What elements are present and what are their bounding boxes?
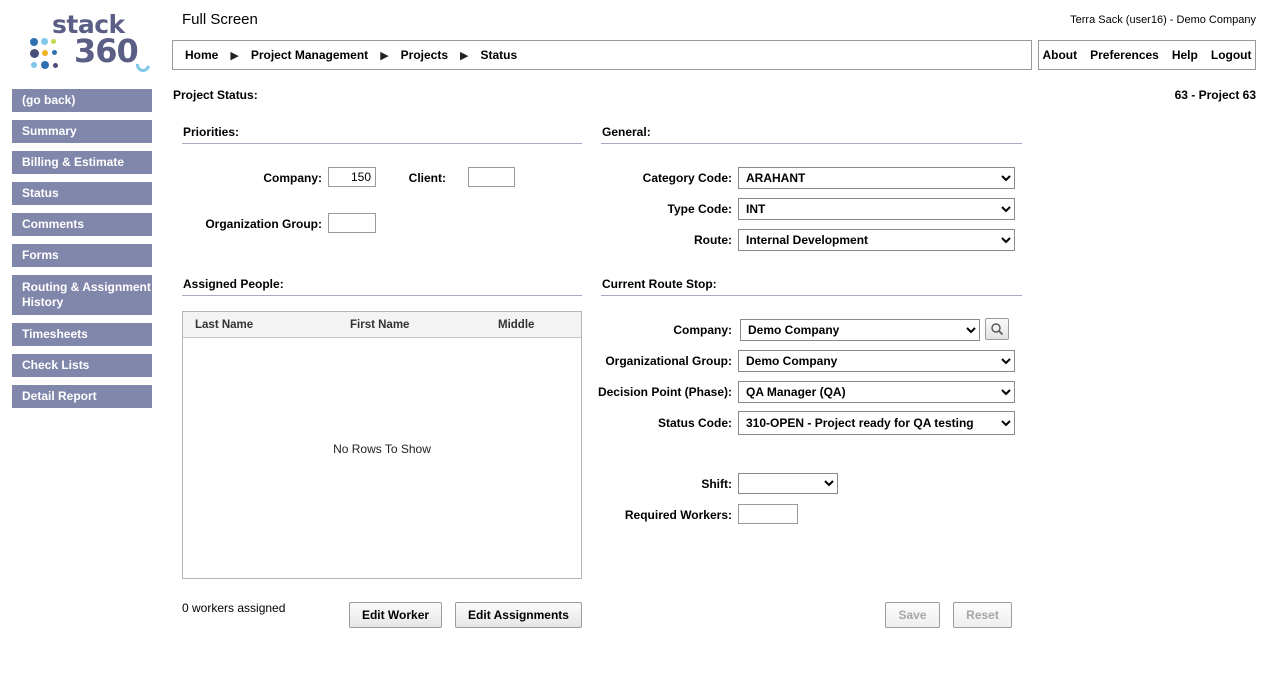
logo-text-stack: stack <box>52 10 125 39</box>
page-title: Project Status: <box>173 88 258 102</box>
column-header-middle[interactable]: Middle <box>498 318 535 331</box>
breadcrumb-item-projects[interactable]: Projects <box>400 48 449 62</box>
client-priority-input[interactable] <box>468 167 515 187</box>
sidebar-item-label: Detail Report <box>22 389 97 403</box>
save-button[interactable]: Save <box>885 602 940 628</box>
route-stop-org-group-select[interactable] <box>738 350 1015 372</box>
reset-button[interactable]: Reset <box>953 602 1012 628</box>
grid-empty-message: No Rows To Show <box>333 442 431 456</box>
status-code-select[interactable] <box>738 411 1015 435</box>
edit-assignments-button[interactable]: Edit Assignments <box>455 602 582 628</box>
sidebar-item-comments[interactable] <box>12 213 152 236</box>
type-code-label: Type Code: <box>667 202 732 216</box>
sidebar-item-label: Forms <box>22 248 59 262</box>
menu-item-about[interactable]: About <box>1042 48 1078 62</box>
breadcrumb <box>172 40 1032 70</box>
general-section-label: General: <box>602 125 651 139</box>
route-label: Route: <box>694 233 732 247</box>
sidebar-item-label: Billing & Estimate <box>22 155 125 169</box>
sidebar-item-label: Routing & Assignment History <box>22 280 151 309</box>
organization-group-priority-input[interactable] <box>328 213 376 233</box>
full-screen-toggle[interactable]: Full Screen <box>182 11 258 28</box>
shift-label: Shift: <box>701 477 732 491</box>
chevron-right-icon: ▶ <box>460 49 469 62</box>
logo-dots <box>30 38 72 74</box>
type-code-select[interactable] <box>738 198 1015 220</box>
sidebar-item-detail-report[interactable] <box>12 385 152 408</box>
organization-group-priority-label: Organization Group: <box>205 217 322 231</box>
edit-worker-button[interactable]: Edit Worker <box>349 602 442 628</box>
general-section-rule <box>601 143 1022 144</box>
top-menu <box>1038 40 1256 70</box>
sidebar-item-label: Comments <box>22 217 85 231</box>
decision-point-select[interactable] <box>738 381 1015 403</box>
chevron-right-icon: ▶ <box>230 49 239 62</box>
client-priority-label: Client: <box>408 171 446 185</box>
breadcrumb-item-home[interactable]: Home <box>185 48 219 62</box>
route-stop-company-select[interactable] <box>740 319 980 341</box>
sidebar-item-forms[interactable] <box>12 244 152 267</box>
sidebar-item-summary[interactable] <box>12 120 152 143</box>
sidebar-item-status[interactable] <box>12 182 152 205</box>
company-priority-label: Company: <box>263 171 322 185</box>
sidebar-item-go-back[interactable] <box>12 89 152 112</box>
current-route-stop-section-rule <box>601 295 1022 296</box>
sidebar-item-check-lists[interactable] <box>12 354 152 377</box>
shift-select[interactable] <box>738 473 838 494</box>
project-id-label: 63 - Project 63 <box>1174 88 1256 102</box>
required-workers-label: Required Workers: <box>624 508 732 522</box>
priorities-section-label: Priorities: <box>183 125 240 139</box>
category-code-label: Category Code: <box>642 171 732 185</box>
sidebar-item-label: Check Lists <box>22 358 90 372</box>
route-stop-company-label: Company: <box>673 323 732 337</box>
route-stop-org-group-label: Organizational Group: <box>605 354 732 368</box>
sidebar-item-label: (go back) <box>22 93 76 107</box>
menu-item-logout[interactable]: Logout <box>1210 48 1252 62</box>
assigned-people-section-label: Assigned People: <box>183 277 284 291</box>
sidebar-item-timesheets[interactable] <box>12 323 152 346</box>
sidebar-nav <box>12 89 152 416</box>
chevron-right-icon: ▶ <box>380 49 389 62</box>
category-code-select[interactable] <box>738 167 1015 189</box>
status-code-label: Status Code: <box>657 416 732 430</box>
breadcrumb-item-status[interactable]: Status <box>480 48 518 62</box>
assigned-people-grid[interactable] <box>182 311 582 579</box>
priorities-section-rule <box>182 143 582 144</box>
route-select[interactable] <box>738 229 1015 251</box>
menu-item-preferences[interactable]: Preferences <box>1090 48 1159 62</box>
breadcrumb-item-project-management[interactable]: Project Management <box>250 48 369 62</box>
column-header-last-name[interactable]: Last Name <box>195 318 254 331</box>
sidebar-item-routing-assignment-history[interactable] <box>12 275 152 315</box>
current-route-stop-section-label: Current Route Stop: <box>602 277 717 291</box>
company-priority-input[interactable] <box>328 167 376 187</box>
logo-text-360: 360 <box>74 32 138 70</box>
required-workers-input[interactable] <box>738 504 798 524</box>
search-icon[interactable] <box>985 318 1009 340</box>
menu-item-help[interactable]: Help <box>1171 48 1198 62</box>
logo <box>22 10 152 76</box>
workers-assigned-count: 0 workers assigned <box>182 601 286 615</box>
grid-header <box>183 312 581 338</box>
sidebar-item-label: Summary <box>22 124 77 138</box>
decision-point-label: Decision Point (Phase): <box>597 385 732 399</box>
sidebar-item-label: Status <box>22 186 59 200</box>
sidebar <box>0 0 168 694</box>
assigned-people-section-rule <box>182 295 582 296</box>
sidebar-item-billing-estimate[interactable] <box>12 151 152 174</box>
user-info: Terra Sack (user16) - Demo Company <box>1070 14 1256 26</box>
column-header-first-name[interactable]: First Name <box>350 318 410 331</box>
sidebar-item-label: Timesheets <box>22 327 88 341</box>
